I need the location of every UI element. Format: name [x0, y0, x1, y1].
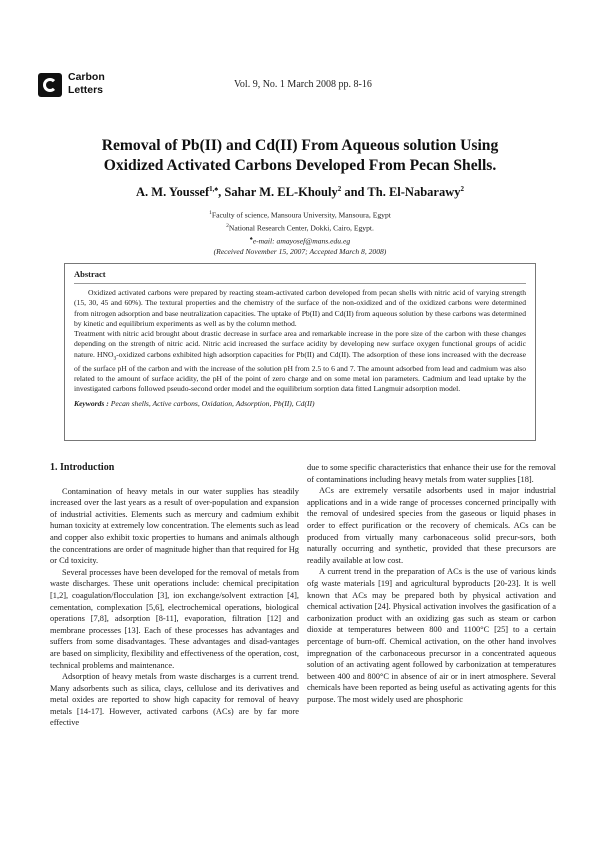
- author-3-marker: 2: [460, 185, 464, 193]
- abstract-body: [74, 288, 526, 394]
- title-line1: Removal of Pb(II) and Cd(II) From Aqueous solution Using: [101, 137, 499, 154]
- title-line2: Oxidized Activated Carbons Developed From Pecan Shells.: [103, 157, 497, 174]
- intro-paragraph: due to some specific characteristics that enhance their use for the removal of contaminations including heavy metals from water supplies [18].: [307, 463, 556, 484]
- abstract-paragraph-1: Oxidized activated carbons were prepared by reacting steam-activated carbon developed from pecan shells with nitric acid of varying strength (15, 30, 45 and 60%). The textural properties and the chemistry of the surface of the non-oxidized and of the oxidized carbons were determined from nitrogen adsorption and base neutralization capacities. The uptake of Pb(II) and Cd(II) from aqueous solution by these carbons was determined by kinetic and equilibrium experiments as well as by the column method.: [74, 288, 526, 328]
- journal-reference: Vol. 9, No. 1 March 2008 pp. 8-16: [234, 79, 372, 90]
- author-separator: ,: [218, 185, 225, 200]
- abstract-paragraph-2: Treatment with nitric acid brought about drastic decrease in surface area and remarkable increase in the pore size of the carbon with these changes depending on the strength of nitric acid. Nitric acid increased the surface acidity by developing new surface oxygen functional groups of acidic nature. $HNO_3$-oxidized carbons exhibited high adsorption capacities for Pb(II) and Cd(II). The adsorption of these ions increased with the decrease of the surface pH of the carbon and with the increase of the solution pH from 2.5 to 6 and 7. The amount adsorbed from lead and cadmium was also related to the amount of surface acidity, the pH of the point of zero charge and on some metal ion parameters. Cadmium and lead uptake by the investigated carbons followed pseudo-second order model and the equilibrium sorption data fitted Langmuir adsorption model.: [74, 329, 526, 394]
- abstract-box: [64, 263, 536, 441]
- author-list: [40, 185, 560, 200]
- author-3: Th. El-Nabarawy: [367, 185, 461, 200]
- journal-name: [68, 71, 105, 97]
- corresponding-email: ♠e-mail: amayosef@mans.edu.eg: [249, 236, 351, 246]
- affiliations: [40, 208, 560, 258]
- intro-paragraph: ACs are extremely versatile adsorbents used in major industrial applications and in a wide range of processes concerned principally with the removal of undesired species from the gaseous or liquid phases in order to effect purification or the recovery of chemicals. ACs can be produced from virtually many carbonaceous solid precur-sors, both naturally occurring and synthetic, provided that these precursors are readily available at low cost.: [307, 486, 556, 565]
- received-dates: (Received November 15, 2007; Accepted March 8, 2008): [213, 247, 387, 257]
- intro-paragraph: Adsorption of heavy metals from waste discharges is a current trend. Many adsorbents such as silica, clays, cellulose and its derivatives and metal oxides are reported to show high capacity for removal of heavy metals [14-17]. However, activated carbons (ACs) are by far more effective: [50, 672, 299, 728]
- affiliation-2: $^2$National Research Center, Dokki, Cairo, Egypt.: [226, 223, 374, 233]
- journal-name-line2: Letters: [68, 84, 104, 96]
- author-separator: and: [341, 185, 368, 200]
- intro-paragraph: Contamination of heavy metals in our water supplies has steadily increased over the last years as a result of over-population and expansion of industrial activities. Elements such as mercury and cadmium exhibit human toxicity at extremely low concentration. The elements such as lead and copper also exhibit toxic properties to humans and animals although the concentrations are order of magnitude higher than that required for Hg or Cd toxicity.: [50, 486, 299, 566]
- intro-paragraph: Several processes have been developed for the removal of metals from waste discharges. These unit operations include: chemical precipitation [1,2], coagulation/flocculation [3], ion exchange/solvent extraction [4], cementation, complexation [5,6], electrochemical operations, biological operations [7,8], adsorption [8-11], evaporation, filtration [12] and membrane processes [13]. Each of these processes has advantages and suffers from some disadvantages. These advantages and disad-vantages are based on simplicity, flexibility and effectiveness of the operation, cost, technical problems and maintenance.: [50, 567, 299, 670]
- author-2: Sahar M. EL-Khouly: [224, 185, 338, 200]
- journal-logo: [38, 71, 128, 101]
- section-heading-introduction: 1. Introduction: [50, 462, 115, 473]
- intro-paragraph: A current trend in the preparation of ACs is the use of various kinds ofg waste materials [19] and agricultural byproducts [20-23]. It is well known that ACs may be prepared both by physical activation and chemical activation [24]. Physical activation involves the gasification of a carbonization product with an oxidizing gas such as steam or carbon dioxide at temperatures between 800 and 1100°C [25] to a certain percentage of burn-off. Chemical activation, on the other hand involves impregnation of the carbonaceous precursor in a concentrated aqueous solution of an activating agent followed by carbonization at temperatures between 400 and 800°C in absence of air or in inert atmosphere. Several chemicals have been reported as being useful as activating agents for this purpose. The most widely used are phosphoric: [307, 567, 556, 704]
- author-1: A. M. Youssef: [136, 185, 210, 200]
- abstract-heading: Abstract: [74, 269, 526, 284]
- keywords-label: Keywords :: [74, 399, 109, 409]
- author-2-marker: 2: [337, 185, 342, 193]
- right-column: [307, 462, 556, 705]
- keywords-list: Pecan shells, Active carbons, Oxidation, Adsorption, Pb(II), Cd(II): [108, 399, 315, 409]
- affiliation-1: $^1$Faculty of science, Mansoura University, Mansoura, Egypt: [209, 210, 391, 220]
- keywords: [74, 399, 526, 408]
- paper-title: [40, 136, 560, 176]
- journal-name-line1: Carbon: [68, 71, 105, 83]
- left-column: [50, 462, 299, 729]
- carbon-letters-logo-icon: [38, 73, 62, 97]
- author-1-marker: 1,♠: [209, 185, 219, 193]
